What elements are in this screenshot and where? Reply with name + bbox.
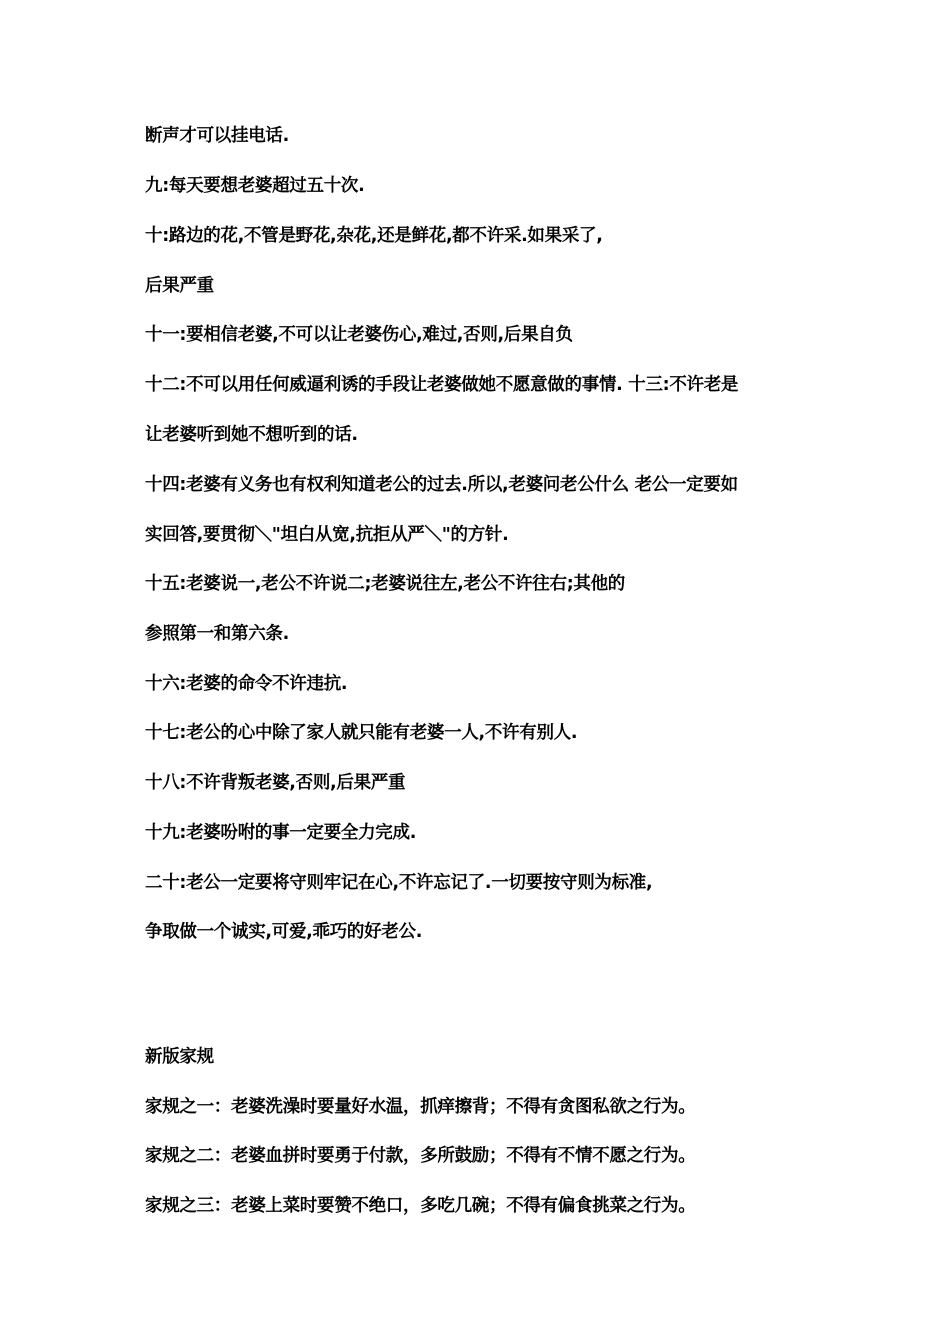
- rule-line: 十二:不可以用任何威逼利诱的手段让老婆做她不愿意做的事情. 十三:不许老是: [145, 375, 739, 395]
- rule-line: 十六:老婆的命令不许违抗.: [145, 674, 348, 694]
- rule-line: 二十:老公一定要将守则牢记在心,不许忘记了.一切要按守则为标准,: [145, 873, 653, 893]
- house-rule-item: 家规之一：老婆洗澡时要量好水温，抓痒擦背；不得有贪图私欲之行为。: [145, 1097, 696, 1117]
- rule-line: 十一:要相信老婆,不可以让老婆伤心,难过,否则,后果自负: [145, 325, 573, 345]
- rule-line: 十:路边的花,不管是野花,杂花,还是鲜花,都不许采.如果采了,: [145, 226, 603, 246]
- section-heading: 新版家规: [145, 1047, 214, 1067]
- rule-line: 实回答,要贯彻＼"坦白从宽,抗拒从严＼"的方针.: [145, 525, 509, 545]
- rule-line: 争取做一个诚实,可爱,乖巧的好老公.: [145, 922, 423, 942]
- rule-line: 参照第一和第六条.: [145, 624, 289, 644]
- rule-line: 九:每天要想老婆超过五十次.: [145, 176, 365, 196]
- rule-line: 十八:不许背叛老婆,否则,后果严重: [145, 773, 406, 793]
- rule-line: 后果严重: [145, 276, 214, 296]
- rule-line: 十四:老婆有义务也有权利知道老公的过去.所以,老婆问老公什么 老公一定要如: [145, 475, 738, 495]
- rule-line: 十九:老婆吩咐的事一定要全力完成.: [145, 823, 417, 843]
- house-rule-item: 家规之二：老婆血拼时要勇于付款，多所鼓励；不得有不情不愿之行为。: [145, 1146, 696, 1166]
- rule-line: 十五:老婆说一,老公不许说二;老婆说往左,老公不许往右;其他的: [145, 574, 625, 594]
- house-rule-item: 家规之三：老婆上菜时要赞不绝口，多吃几碗；不得有偏食挑菜之行为。: [145, 1196, 696, 1216]
- rule-line: 十七:老公的心中除了家人就只能有老婆一人,不许有别人.: [145, 723, 578, 743]
- rule-line: 断声才可以挂电话.: [145, 126, 289, 146]
- rule-line: 让老婆听到她不想听到的话.: [145, 425, 358, 445]
